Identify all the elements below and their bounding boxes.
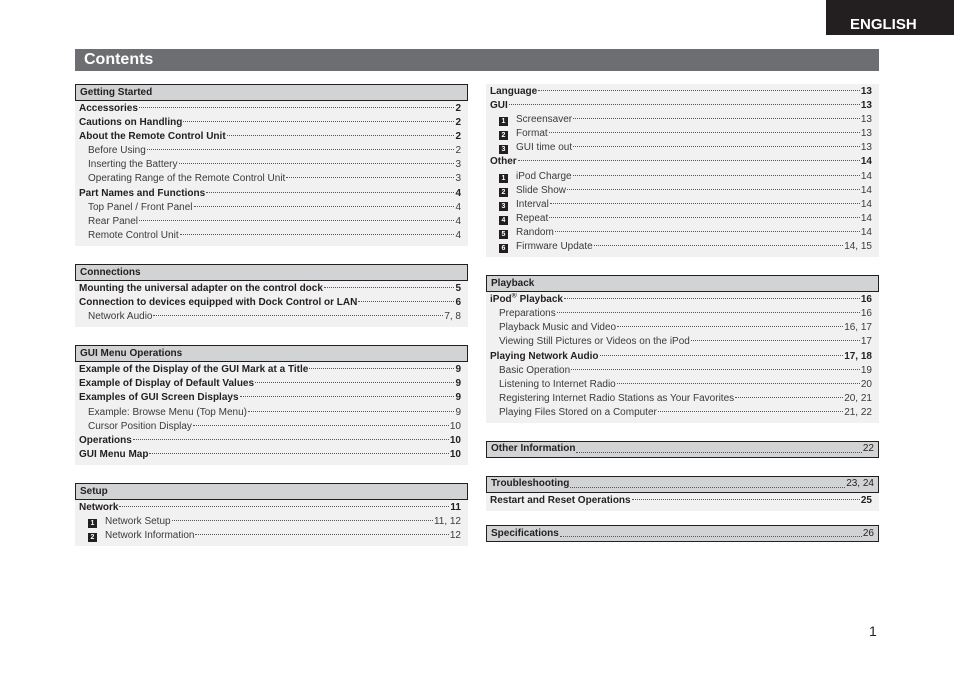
dot-leader — [632, 499, 860, 500]
toc-entry[interactable] — [75, 296, 468, 310]
toc-right-column — [486, 84, 879, 560]
section-heading: GUI Menu Operations — [75, 345, 468, 362]
toc-entry[interactable] — [75, 448, 468, 462]
entry-title: Inserting the Battery — [88, 159, 178, 171]
toc-entry[interactable] — [486, 226, 879, 240]
toc-entry[interactable] — [75, 172, 468, 186]
entry-title: Restart and Reset Operations — [490, 494, 631, 506]
dot-leader — [147, 149, 455, 150]
dot-leader — [549, 217, 860, 218]
dot-leader — [518, 160, 860, 161]
toc-entry[interactable] — [486, 335, 879, 349]
page-ref: 2 — [455, 131, 461, 143]
dot-leader — [179, 163, 455, 164]
dot-leader — [193, 425, 449, 426]
page-ref: 4 — [455, 215, 461, 227]
toc-entry[interactable] — [75, 144, 468, 158]
toc-entry[interactable] — [486, 350, 879, 364]
dot-leader — [240, 396, 455, 397]
toc-entry[interactable] — [486, 155, 879, 169]
dot-leader — [172, 520, 433, 521]
toc-entry[interactable] — [75, 130, 468, 144]
dot-leader — [617, 326, 843, 327]
page-ref: 4 — [455, 187, 461, 199]
step-number-badge: 4 — [499, 216, 508, 225]
page-ref: 9 — [455, 378, 461, 390]
toc-section — [75, 345, 468, 465]
step-number-badge: 6 — [499, 244, 508, 253]
dot-leader — [509, 104, 860, 105]
page-ref: 3 — [455, 159, 461, 171]
page-ref: 26 — [862, 527, 874, 539]
dot-leader — [206, 192, 454, 193]
toc-entry[interactable] — [486, 321, 879, 335]
page-ref: 9 — [455, 364, 461, 376]
page-ref: 14 — [860, 212, 872, 224]
entry-title: Part Names and Functions — [79, 187, 206, 199]
dot-leader — [248, 411, 454, 412]
dot-leader — [180, 234, 455, 235]
dot-leader — [119, 506, 449, 507]
entry-title: Other — [490, 156, 517, 168]
toc-entry[interactable] — [486, 240, 879, 254]
toc-entry[interactable] — [75, 116, 468, 130]
dot-leader — [557, 312, 860, 313]
entry-title: Basic Operation — [499, 364, 571, 376]
page-ref: 13 — [860, 114, 872, 126]
dot-leader — [309, 368, 454, 369]
toc-section — [75, 84, 468, 246]
page-ref: 10 — [449, 448, 461, 460]
dot-leader — [153, 315, 443, 316]
page-number: 1 — [869, 623, 877, 639]
toc-entry[interactable] — [75, 310, 468, 324]
page-ref: 22 — [862, 443, 874, 455]
entry-title: iPod Charge — [516, 170, 572, 182]
dot-leader — [567, 189, 860, 190]
dot-leader — [358, 301, 454, 302]
entry-title: Operations — [79, 434, 132, 446]
step-number-badge: 1 — [499, 174, 508, 183]
page-ref: 23, 24 — [846, 478, 874, 490]
toc-entry[interactable] — [75, 229, 468, 243]
page-ref: 5 — [455, 282, 461, 294]
page-ref: 2 — [455, 103, 461, 114]
dot-leader — [560, 536, 862, 537]
toc-entry[interactable] — [75, 282, 468, 296]
dot-leader — [617, 383, 860, 384]
entry-title: Playing Files Stored on a Computer — [499, 406, 657, 418]
page-ref: 2 — [455, 117, 461, 129]
toc-entry[interactable] — [75, 501, 468, 515]
page-ref: 17, 18 — [844, 350, 872, 362]
toc-section-setup-continued — [486, 84, 879, 257]
page-ref: 14 — [860, 170, 872, 182]
entry-title: Screensaver — [516, 114, 573, 126]
language-tab: ENGLISH — [826, 0, 954, 35]
entry-title: Example: Browse Menu (Top Menu) — [88, 406, 247, 418]
page-ref: 13 — [860, 86, 872, 97]
dot-leader — [573, 175, 860, 176]
section-heading: Specifications — [491, 527, 559, 539]
toc-entry[interactable] — [486, 198, 879, 212]
entry-title: Format — [516, 128, 548, 140]
step-number-badge: 3 — [499, 202, 508, 211]
dot-leader — [594, 245, 843, 246]
page-ref: 3 — [455, 173, 461, 185]
step-number-badge: 1 — [88, 519, 97, 528]
toc-entry[interactable] — [486, 378, 879, 392]
toc-entry[interactable] — [75, 102, 468, 116]
toc-entry[interactable] — [486, 406, 879, 420]
entry-title: Top Panel / Front Panel — [88, 201, 193, 213]
toc-entry[interactable] — [486, 212, 879, 226]
entry-title: GUI time out — [516, 142, 573, 154]
toc-entry[interactable] — [75, 406, 468, 420]
page-ref: 19 — [860, 364, 872, 376]
entry-title: Interval — [516, 198, 549, 210]
entry-title: Network — [79, 501, 119, 513]
dot-leader — [549, 132, 860, 133]
entry-title: Example of the Display of the GUI Mark at a Title — [79, 364, 309, 376]
entry-title: Repeat — [516, 212, 549, 224]
step-number-badge: 2 — [499, 131, 508, 140]
toc-entry[interactable] — [75, 420, 468, 434]
page-ref: 9 — [455, 406, 461, 418]
page-ref: 10 — [449, 434, 461, 446]
section-heading: Other Information — [491, 443, 576, 455]
toc-entry[interactable] — [486, 85, 879, 99]
dot-leader — [571, 369, 860, 370]
page-ref: 14 — [860, 226, 872, 238]
entry-title: Playback Music and Video — [499, 322, 617, 334]
dot-leader — [139, 107, 455, 108]
entry-title: Slide Show — [516, 184, 567, 196]
dot-leader — [555, 231, 860, 232]
page-ref: 6 — [455, 297, 461, 309]
entry-title: Listening to Internet Radio — [499, 378, 616, 390]
toc-section-other-information[interactable] — [486, 441, 879, 458]
toc-entry[interactable] — [75, 377, 468, 391]
step-number-badge: 1 — [499, 117, 508, 126]
page-ref: 14 — [860, 198, 872, 210]
dot-leader — [735, 397, 843, 398]
entry-title: Registering Internet Radio Stations as Your Favorites — [499, 392, 735, 404]
page-ref: 9 — [455, 392, 461, 404]
entry-title: Remote Control Unit — [88, 229, 179, 241]
section-heading: Troubleshooting — [491, 478, 570, 490]
toc-entry[interactable] — [486, 364, 879, 378]
toc-entry[interactable] — [75, 515, 468, 529]
page-ref: 4 — [455, 201, 461, 213]
step-number-badge: 3 — [499, 145, 508, 154]
dot-leader — [600, 355, 844, 356]
dot-leader — [133, 439, 449, 440]
section-heading: Setup — [75, 483, 468, 500]
dot-leader — [573, 118, 860, 119]
dot-leader — [255, 382, 454, 383]
dot-leader — [550, 203, 860, 204]
toc-section-specifications[interactable] — [486, 525, 879, 542]
toc-entry[interactable] — [486, 127, 879, 141]
entry-title: Connection to devices equipped with Dock Control or LAN — [79, 297, 358, 309]
toc-entry[interactable] — [486, 494, 879, 508]
dot-leader — [658, 411, 843, 412]
page-ref: 14 — [860, 156, 872, 168]
toc-section — [75, 264, 468, 327]
step-number-badge: 2 — [88, 533, 97, 542]
toc-section — [75, 483, 468, 546]
toc-entry[interactable] — [75, 529, 468, 543]
entry-title: Example of Display of Default Values — [79, 378, 255, 390]
dot-leader — [194, 206, 455, 207]
toc-entry[interactable] — [486, 293, 879, 307]
entry-title: Playing Network Audio — [490, 350, 599, 362]
toc-entry[interactable] — [486, 141, 879, 155]
page-ref: 20, 21 — [844, 392, 872, 404]
entry-title: About the Remote Control Unit — [79, 131, 226, 143]
page-ref: 11 — [450, 501, 461, 513]
page-ref: 7, 8 — [444, 311, 461, 323]
section-heading: Getting Started — [75, 84, 468, 101]
page-ref: 16 — [860, 308, 872, 320]
step-number-badge: 2 — [499, 188, 508, 197]
entry-title: Language — [490, 86, 538, 97]
registered-mark: ® — [511, 293, 517, 300]
entry-title: Cautions on Handling — [79, 117, 183, 129]
section-heading: Playback — [486, 275, 879, 292]
toc-entry[interactable] — [75, 215, 468, 229]
toc-entry[interactable] — [486, 170, 879, 184]
entry-title: Preparations — [499, 308, 556, 320]
page-ref: 2 — [455, 145, 461, 157]
page-title: Contents — [75, 49, 879, 71]
entry-title: GUI — [490, 100, 508, 112]
dot-leader — [573, 146, 860, 147]
dot-leader — [195, 534, 448, 535]
page-ref: 25 — [860, 494, 872, 506]
toc-entry[interactable] — [75, 187, 468, 201]
entry-title: Mounting the universal adapter on the control dock — [79, 282, 323, 294]
entry-title: Viewing Still Pictures or Videos on the iPod — [499, 336, 690, 348]
toc-entry[interactable] — [75, 201, 468, 215]
page-ref: 17 — [860, 336, 872, 348]
entry-title: Operating Range of the Remote Control Unit — [88, 173, 286, 185]
dot-leader — [576, 452, 861, 453]
page-ref: 14 — [860, 184, 872, 196]
page-ref: 13 — [860, 142, 872, 154]
page-ref: 16, 17 — [844, 322, 872, 334]
toc-entry[interactable] — [75, 158, 468, 172]
toc-section-playback — [486, 275, 879, 423]
dot-leader — [324, 287, 455, 288]
toc-left-column — [75, 84, 468, 564]
toc-entry[interactable] — [486, 113, 879, 127]
toc-section-troubleshooting[interactable] — [486, 476, 879, 511]
toc-entry[interactable] — [75, 434, 468, 448]
entry-title: GUI Menu Map — [79, 448, 149, 460]
dot-leader — [139, 220, 454, 221]
entry-title: Accessories — [79, 103, 138, 114]
entry-title: Network Information — [105, 530, 195, 542]
page-ref: 10 — [449, 420, 461, 432]
page-ref: 14, 15 — [844, 241, 872, 253]
dot-leader — [227, 135, 455, 136]
entry-title: Network Setup — [105, 515, 171, 527]
page-ref: 13 — [860, 100, 872, 112]
step-number-badge: 5 — [499, 230, 508, 239]
page-ref: 16 — [860, 294, 872, 306]
entry-title: Before Using — [88, 145, 146, 157]
toc-entry[interactable] — [75, 363, 468, 377]
toc-entry[interactable] — [486, 184, 879, 198]
page-ref: 20 — [860, 378, 872, 390]
toc-entry[interactable] — [486, 99, 879, 113]
dot-leader — [286, 177, 454, 178]
page-ref: 21, 22 — [844, 406, 872, 418]
section-heading: Connections — [75, 264, 468, 281]
page-ref: 11, 12 — [433, 515, 461, 527]
entry-title: Rear Panel — [88, 215, 139, 227]
dot-leader — [149, 453, 448, 454]
dot-leader — [538, 90, 860, 91]
toc-entry[interactable] — [486, 307, 879, 321]
dot-leader — [570, 487, 845, 488]
dot-leader — [691, 340, 860, 341]
entry-title: Cursor Position Display — [88, 420, 192, 432]
entry-title: Examples of GUI Screen Displays — [79, 392, 239, 404]
toc-entry[interactable] — [75, 391, 468, 405]
page-ref: 13 — [860, 128, 872, 140]
page-ref: 12 — [449, 530, 461, 542]
entry-title: Random — [516, 226, 554, 238]
page-ref: 4 — [455, 229, 461, 241]
toc-entry[interactable] — [486, 392, 879, 406]
entry-title: iPod® Playback — [490, 293, 563, 306]
entry-title: Network Audio — [88, 311, 153, 323]
dot-leader — [183, 121, 454, 122]
dot-leader — [564, 298, 860, 299]
entry-title: Firmware Update — [516, 241, 593, 253]
